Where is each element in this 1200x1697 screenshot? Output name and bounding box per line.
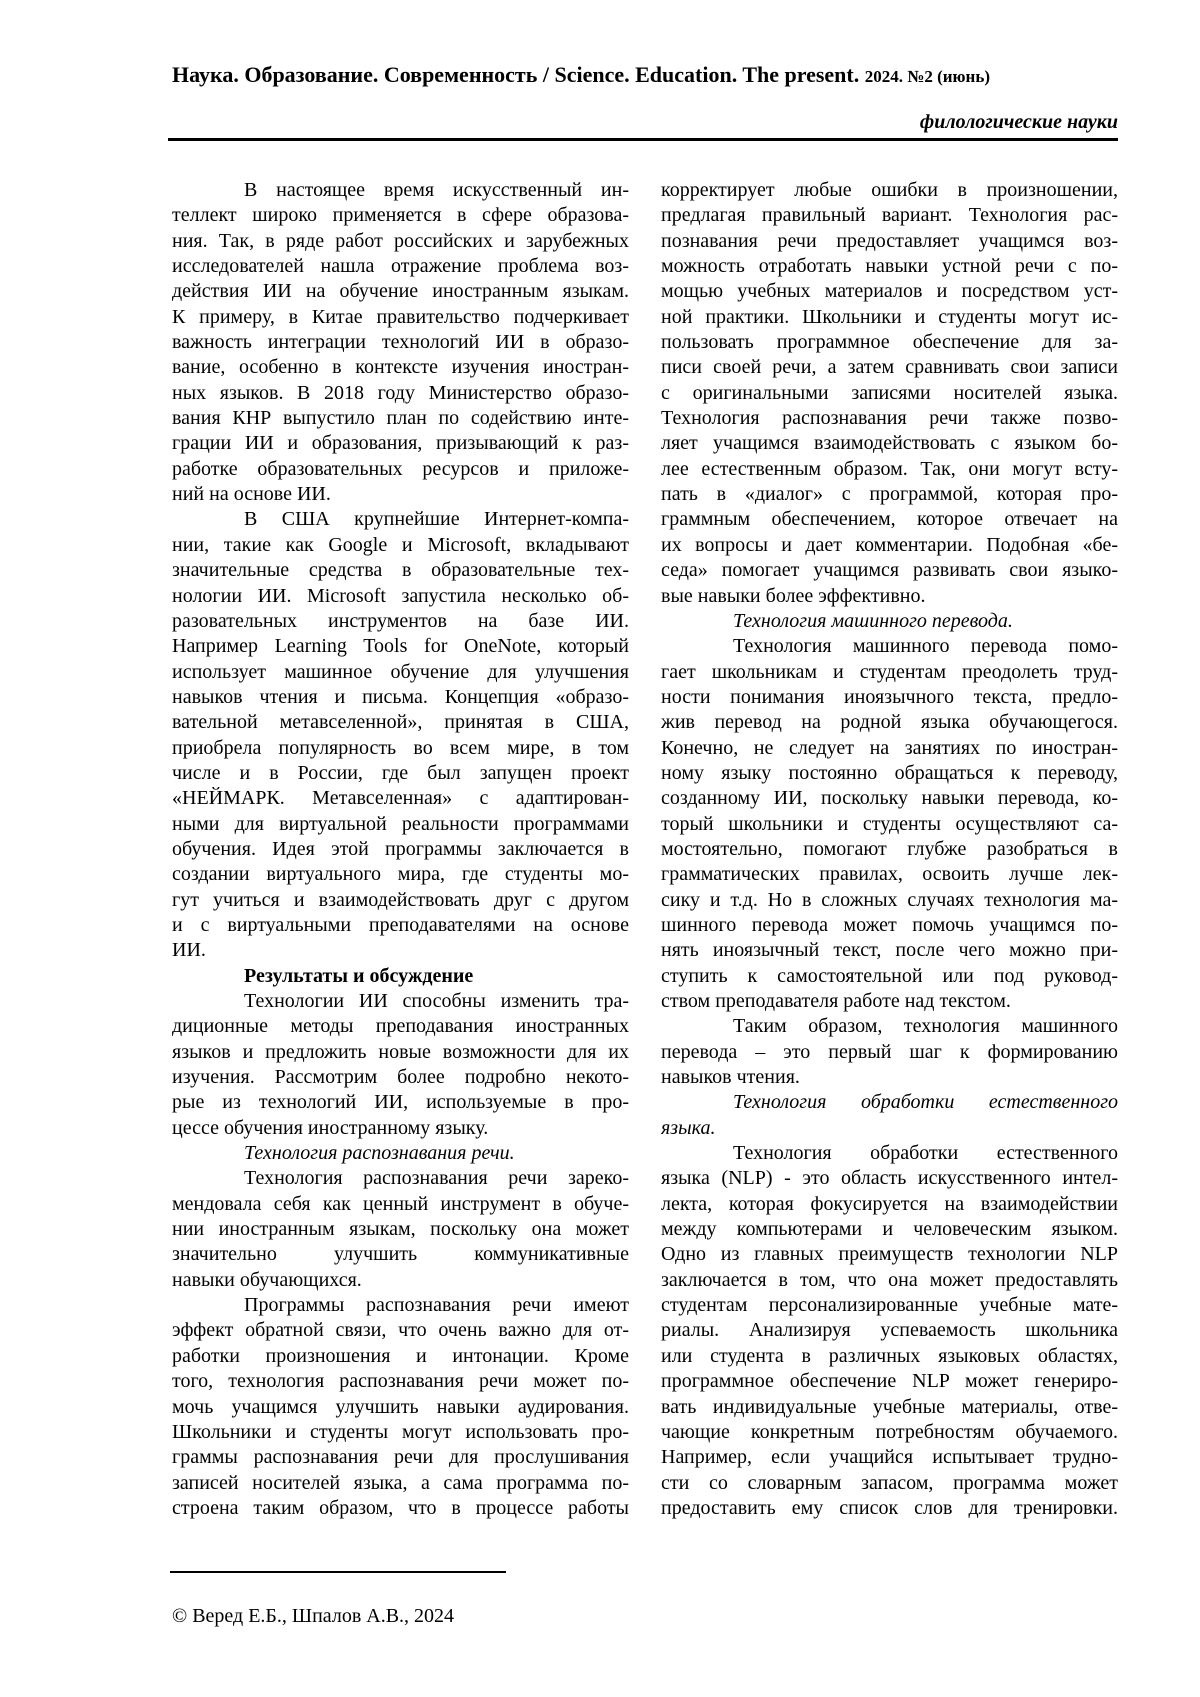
text-line: познавания речи предоставляет учащимся воз- [661, 229, 1118, 252]
text-line: седа» помогает учащимся развивать свои языко- [661, 559, 1118, 582]
text-line: или студента в различных языковых областях, [661, 1344, 1118, 1367]
text-line: Например Learning Tools for OneNote, который [172, 635, 629, 658]
text-line: работке образовательных ресурсов и приложе- [172, 457, 629, 480]
text-line: мендовала себя как ценный инструмент в обуче- [172, 1192, 629, 1215]
text-line: рые из технологий ИИ, используемые в про- [172, 1091, 629, 1114]
text-line: Технология распознавания речи. [244, 1142, 515, 1165]
text-line: эффект обратной связи, что очень важно для от- [172, 1319, 629, 1342]
text-line: мощью учебных материалов и посредством уст- [661, 280, 1118, 303]
text-line: «НЕЙМАРК. Метавселенная» с адаптирован- [172, 787, 629, 810]
text-line: торый школьники и студенты осуществляют са- [661, 812, 1118, 835]
text-line: перевода – это первый шаг к формированию [661, 1040, 1118, 1063]
text-line: мочь учащимся улучшить навыки аудирования. [172, 1395, 629, 1418]
footnote-rule [170, 1571, 506, 1573]
text-line: того, технология распознавания речи может по- [172, 1370, 629, 1393]
text-line: вые навыки более эффективно. [661, 584, 926, 607]
paragraph [172, 507, 629, 963]
text-line: использует машинное обучение для улучшения [172, 660, 629, 683]
text-line: Технология машинного перевода помо- [733, 635, 1118, 658]
header-rule [168, 138, 1118, 141]
text-line: сику и т.д. Но в сложных случаях технология ма- [661, 888, 1118, 911]
text-line: ных языков. В 2018 году Министерство образо- [172, 381, 629, 404]
text-line: ИИ. [172, 939, 206, 962]
text-line: шинного перевода может помочь учащимся по- [661, 913, 1118, 936]
text-line: и с виртуальными преподавателями на основе [172, 913, 629, 936]
section-label: филологические науки [919, 111, 1118, 133]
text-line: ными для виртуальной реальности программами [172, 812, 629, 835]
text-line: навыки обучающихся. [172, 1268, 362, 1291]
paragraph [172, 1293, 629, 1521]
text-line: пать в «диалог» с программой, которая про- [661, 483, 1118, 506]
text-line: писи своей речи, а затем сравнивать свои записи [661, 356, 1118, 379]
text-line: гает школьникам и студентам преодолеть труд- [661, 660, 1118, 683]
text-line: обучения. Идея этой программы заключается в [172, 837, 629, 860]
text-line: записей носителей языка, а сама программа по- [172, 1471, 629, 1494]
text-line: разовательных инструментов на базе ИИ. [172, 609, 629, 632]
text-line: важность интеграции технологий ИИ в образо- [172, 331, 629, 354]
paragraph [172, 989, 629, 1141]
text-line: грамматических правилах, освоить лучше лек- [661, 863, 1118, 886]
text-line: Таким образом, технология машинного [733, 1015, 1118, 1038]
text-line: языка (NLP) - это область искусственного интел- [661, 1167, 1118, 1190]
text-line: Конечно, не следует на занятиях по иностран- [661, 736, 1118, 759]
text-line: предоставить ему список слов для тренировки. [661, 1496, 1118, 1519]
text-line: мостоятельно, помогают глубже разобраться в [661, 837, 1118, 860]
text-line: теллект широко применяется в сфере образова- [172, 204, 629, 227]
text-line: языков и предложить новые возможности для их [172, 1040, 629, 1063]
text-line: вания КНР выпустило план по содействию инте- [172, 407, 629, 430]
text-line: лее естественным образом. Так, они могут всту- [661, 457, 1118, 480]
paragraph [661, 178, 1118, 609]
text-line: студентам персонализированные учебные мате- [661, 1294, 1118, 1317]
text-line: можность отработать навыки устной речи с по- [661, 255, 1118, 278]
paragraph [661, 1141, 1118, 1521]
text-line: заключается в том, что она может предоставлять [661, 1268, 1118, 1291]
paragraph [661, 634, 1118, 1014]
text-line: грации ИИ и образования, призывающий к раз- [172, 432, 629, 455]
journal-issue: 2024. №2 (июнь) [864, 67, 990, 86]
text-line: Технология обработки естественного [733, 1091, 1118, 1114]
text-line: программное обеспечение NLP может генериро- [661, 1370, 1118, 1393]
text-line: чающие конкретным потребностям обучаемого. [661, 1420, 1118, 1443]
italic-heading [172, 1141, 629, 1166]
text-line: ности понимания иноязычного текста, предло- [661, 685, 1118, 708]
left-column [172, 178, 629, 1521]
text-line: нии, такие как Google и Microsoft, вкладывают [172, 533, 629, 556]
text-line: создании виртуального мира, где студенты мо- [172, 863, 629, 886]
text-line: Технологии ИИ способны изменить тра- [244, 990, 629, 1012]
text-line: Школьники и студенты могут использовать про- [172, 1420, 629, 1443]
text-line: сти со словарным запасом, программа может [661, 1471, 1118, 1494]
text-line: числе и в России, где был запущен проект [172, 761, 629, 784]
text-line: значительные средства в образовательные тех- [172, 559, 629, 582]
text-line: навыков чтения. [661, 1066, 800, 1089]
text-line: с оригинальными записями носителей языка. [661, 381, 1118, 404]
text-line: Технология обработки естественного [733, 1142, 1118, 1165]
text-line: Результаты и обсуждение [244, 964, 474, 987]
text-line: Технология распознавания речи зареко- [244, 1167, 629, 1190]
text-line: ния. Так, в ряде работ российских и зарубежных [172, 229, 629, 252]
right-column [661, 178, 1118, 1521]
text-line: лекта, которая фокусируется на взаимодействии [661, 1192, 1118, 1215]
text-line: гут учиться и взаимодействовать друг с другом [172, 888, 629, 911]
text-line: граммным обеспечением, которое отвечает на [661, 508, 1118, 531]
text-line: созданному ИИ, поскольку навыки перевода, ко- [661, 787, 1118, 810]
text-line: между компьютерами и человеческим языком. [661, 1218, 1118, 1241]
text-line: цессе обучения иностранному языку. [172, 1116, 489, 1139]
text-line: значительно улучшить коммуникативные [172, 1243, 629, 1266]
text-line: вать индивидуальные учебные материалы, отве- [661, 1395, 1118, 1418]
paragraph [661, 1014, 1118, 1090]
text-line: ством преподавателя работе над текстом. [661, 990, 1011, 1012]
text-line: В США крупнейшие Интернет-компа- [244, 508, 629, 531]
text-line: Технология машинного перевода. [733, 609, 1013, 632]
text-line: их вопросы и дает комментарии. Подобная «бе- [661, 533, 1118, 556]
bold-heading [172, 964, 629, 989]
text-line: ной практики. Школьники и студенты могут ис- [661, 305, 1118, 328]
text-line: ному языку постоянно обращаться к переводу, [661, 761, 1118, 784]
text-line: вательной метавселенной», принятая в США, [172, 711, 629, 734]
text-line: нять иноязычный текст, после чего можно при- [661, 939, 1118, 962]
text-columns [172, 178, 1118, 1521]
paragraph [172, 1166, 629, 1293]
text-line: вание, особенно в контексте изучения иностран- [172, 356, 629, 379]
text-line: пользовать программное обеспечение для за- [661, 331, 1118, 354]
text-line: нии иностранным языкам, поскольку она может [172, 1218, 629, 1241]
text-line: Технология распознавания речи также позво- [661, 407, 1118, 430]
text-line: жив перевод на родной языка обучающегося. [661, 711, 1118, 734]
text-line: В настоящее время искусственный ин- [244, 179, 629, 201]
text-line: ляет учащимся взаимодействовать с языком бо- [661, 432, 1118, 455]
text-line: ний на основе ИИ. [172, 483, 331, 506]
text-line: языка. [661, 1116, 716, 1139]
text-line: диционные методы преподавания иностранных [172, 1015, 629, 1038]
text-line: исследователей нашла отражение проблема воз- [172, 255, 629, 278]
text-line: Одно из главных преимуществ технологии NLP [661, 1243, 1118, 1266]
italic-heading [661, 609, 1118, 634]
text-line: нологии ИИ. Microsoft запустила несколько об- [172, 584, 629, 607]
italic-heading [661, 1090, 1118, 1141]
text-line: предлагая правильный вариант. Технология рас- [661, 204, 1118, 227]
text-line: корректирует любые ошибки в произношении, [661, 179, 1118, 201]
paragraph [172, 178, 629, 507]
text-line: Например, если учащийся испытывает трудно- [661, 1446, 1118, 1469]
copyright: © Веред Е.Б., Шпалов А.В., 2024 [172, 1605, 455, 1627]
text-line: К примеру, в Китае правительство подчеркивает [172, 305, 629, 328]
text-line: ступить к самостоятельной или под руковод- [661, 964, 1118, 987]
journal-title [172, 62, 1118, 90]
text-line: навыков чтения и письма. Концепция «образо- [172, 685, 629, 708]
text-line: граммы распознавания речи для прослушивания [172, 1446, 629, 1469]
text-line: работки произношения и интонации. Кроме [172, 1344, 629, 1367]
text-line: приобрела популярность во всем мире, в том [172, 736, 629, 759]
text-line: действия ИИ на обучение иностранным языкам. [172, 280, 629, 303]
text-line: изучения. Рассмотрим более подробно некото- [172, 1066, 629, 1089]
text-line: Программы распознавания речи имеют [244, 1294, 629, 1317]
text-line: строена таким образом, что в процессе работы [172, 1496, 629, 1519]
text-line: риалы. Анализируя успеваемость школьника [661, 1319, 1118, 1342]
journal-title-text: Наука. Образование. Современность / Science. Education. The present. [172, 62, 860, 87]
